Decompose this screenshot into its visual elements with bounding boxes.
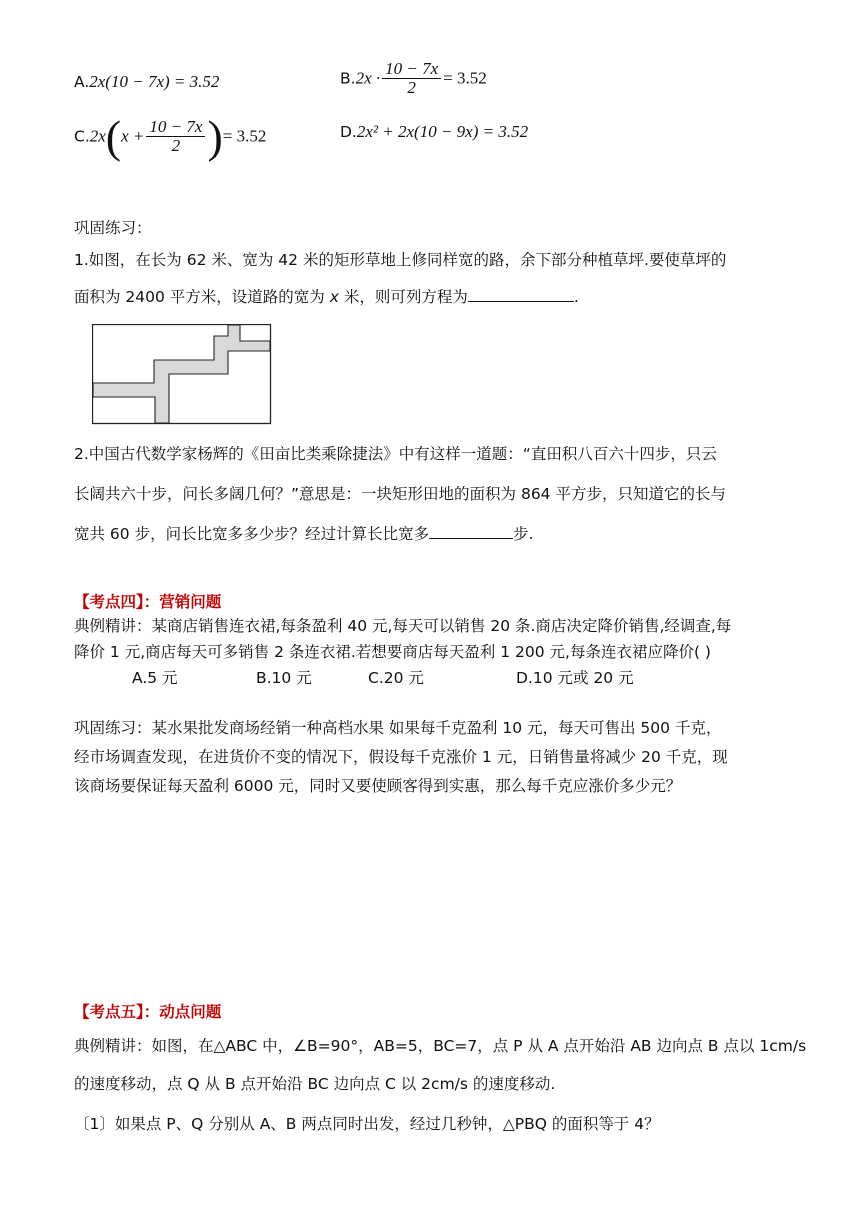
question-1-text-b: 米，则可列方程为 [338, 288, 468, 306]
section-4-option-d: D.10 元或 20 元 [516, 669, 634, 687]
option-b-fraction [382, 60, 441, 97]
option-c-numerator: 10 − 7x [146, 118, 205, 137]
section-5-title: 【考点五】：动点问题 [74, 1003, 222, 1021]
question-2-text-b: 步. [513, 525, 534, 543]
section-4-option-b: B.10 元 [256, 669, 312, 687]
practice-heading: 巩固练习： [74, 219, 152, 237]
section-4-option-c: C.20 元 [368, 669, 424, 687]
section-4-example-line-1: 典例精讲：某商店销售连衣裙,每条盈利 40 元,每天可以销售 20 条.商店决定降价销售,经调查,每 [74, 617, 732, 635]
option-c-lhs: 2x [89, 126, 106, 146]
option-d-label: D. [340, 123, 357, 141]
section-5-example-line-2: 的速度移动，点 Q 从 B 点开始沿 BC 边向点 C 以 2cm/s 的速度移动. [74, 1075, 556, 1093]
option-b-denominator: 2 [407, 78, 416, 97]
section-4-example-line-2: 降价 1 元,商店每天可多销售 2 条连衣裙.若想要商店每天盈利 1 200 元,每条连衣裙应降价( ) [74, 643, 711, 661]
option-a-equation: 2x(10 − 7x) = 3.52 [89, 72, 220, 91]
question-1-variable: x [329, 288, 339, 306]
option-a-label: A. [74, 73, 90, 91]
question-1-end: . [573, 288, 579, 306]
question-2-line-3 [74, 522, 534, 544]
option-c-label: C. [74, 127, 90, 146]
option-c-rhs: = 3.52 [222, 126, 267, 146]
option-b-rhs: = 3.52 [443, 68, 487, 88]
option-b [340, 60, 487, 97]
lawn-road-figure [92, 324, 272, 425]
option-c-fraction [146, 118, 205, 155]
section-5-question-1: 〔1〕如果点 P、Q 分别从 A、B 两点同时出发，经过几秒钟，△PBQ 的面积等于 4？ [74, 1115, 660, 1133]
option-c-denominator: 2 [171, 136, 181, 155]
option-c [74, 110, 266, 163]
section-5-example-line-1: 典例精讲：如图，在△ABC 中，∠B=90°，AB=5，BC=7，点 P 从 A 点开始沿 AB 边向点 B 点以 1cm/s [74, 1037, 807, 1055]
answer-blank[interactable] [468, 287, 574, 302]
section-4-practice-line-1: 巩固练习：某水果批发商场经销一种高档水果 如果每千克盈利 10 元，每天可售出 500 千克， [74, 719, 722, 737]
question-2-text-a: 宽共 60 步，问长比宽多多少步？经过计算长比宽多 [74, 525, 430, 543]
option-c-inner: x + [121, 126, 145, 146]
option-a [74, 72, 219, 92]
option-b-numerator: 10 − 7x [382, 60, 441, 79]
question-1-line-2 [74, 285, 579, 307]
section-4-title: 【考点四】：营销问题 [74, 593, 222, 611]
section-4-option-a: A.5 元 [132, 669, 178, 687]
question-1-text-a: 面积为 2400 平方米，设道路的宽为 [74, 288, 330, 306]
option-b-lhs: 2x · [355, 68, 381, 88]
answer-blank-2[interactable] [429, 524, 513, 539]
question-2-line-1: 2.中国古代数学家杨辉的《田亩比类乘除捷法》中有这样一道题：“直田积八百六十四步，只云 [74, 445, 717, 463]
right-paren: ) [207, 111, 223, 162]
question-1-line-1: 1.如图，在长为 62 米、宽为 42 米的矩形草地上修同样宽的路，余下部分种植草坪.要使草坪的 [74, 251, 727, 269]
left-paren: ( [105, 111, 122, 162]
option-d [340, 122, 528, 142]
option-d-equation: 2x² + 2x(10 − 9x) = 3.52 [356, 122, 529, 141]
section-4-practice-line-2: 经市场调查发现，在进货价不变的情况下，假设每千克涨价 1 元，日销售量将减少 20 千克，现 [74, 748, 728, 766]
question-2-line-2: 长阔共六十步，问长多阔几何？”意思是：一块矩形田地的面积为 864 平方步，只知道它的长与 [74, 485, 726, 503]
section-4-practice-line-3: 该商场要保证每天盈利 6000 元，同时又要使顾客得到实惠，那么每千克应涨价多少元？ [74, 777, 682, 795]
option-b-label: B. [340, 69, 356, 88]
